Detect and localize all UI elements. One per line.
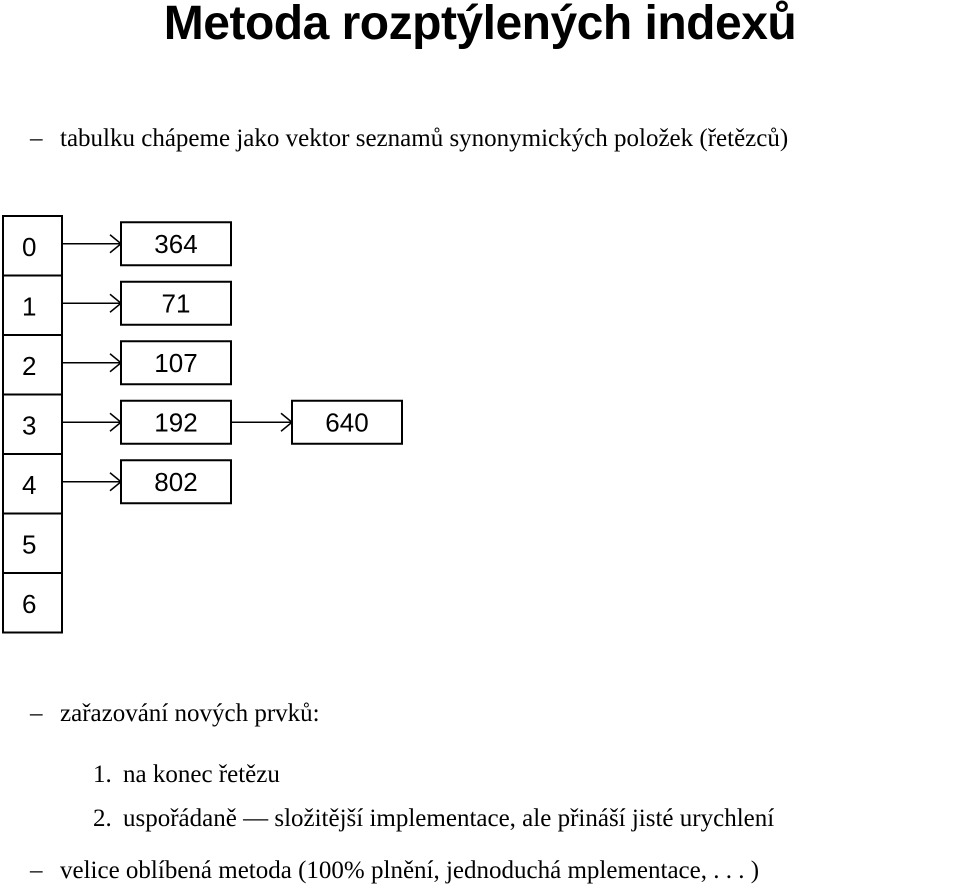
chain-node-value: 640 — [325, 407, 369, 438]
insert-option-2 — [93, 804, 774, 834]
bullet-popular-text: velice oblíbená metoda (100% plnění, jednoduchá mplementace, . . . ) — [60, 857, 760, 884]
chain-node-value: 802 — [154, 466, 198, 497]
index-label: 1 — [22, 291, 37, 322]
index-label: 2 — [22, 350, 37, 381]
insert-option-text: na konec řetězu — [123, 761, 280, 788]
bullet-intro-text: tabulku chápeme jako vektor seznamů synonymických položek (řetězců) — [60, 125, 789, 152]
chain-node-value: 107 — [154, 347, 198, 378]
page-title: Metoda rozptýlených indexů — [163, 0, 797, 50]
bullet-insert — [30, 699, 320, 729]
bullet-dash: – — [30, 700, 43, 727]
chain-node-value: 192 — [154, 407, 198, 438]
chain-node-value: 71 — [161, 288, 191, 319]
bullet-popular — [30, 856, 759, 886]
index-label: 0 — [22, 231, 37, 262]
insert-option-number: 2. — [93, 805, 112, 832]
chain-node-value: 364 — [154, 228, 198, 259]
index-label: 4 — [22, 469, 37, 500]
insert-option-text: uspořádaně — složitější implementace, ale přináší jisté urychlení — [123, 805, 775, 832]
index-label: 5 — [22, 529, 37, 560]
bullet-dash: – — [30, 125, 43, 152]
bullet-insert-text: zařazování nových prvků: — [60, 700, 320, 727]
bullet-dash: – — [30, 857, 43, 884]
index-label: 6 — [22, 588, 37, 619]
insert-option-number: 1. — [93, 761, 112, 788]
insert-option-1 — [93, 760, 280, 790]
index-label: 3 — [22, 410, 37, 441]
